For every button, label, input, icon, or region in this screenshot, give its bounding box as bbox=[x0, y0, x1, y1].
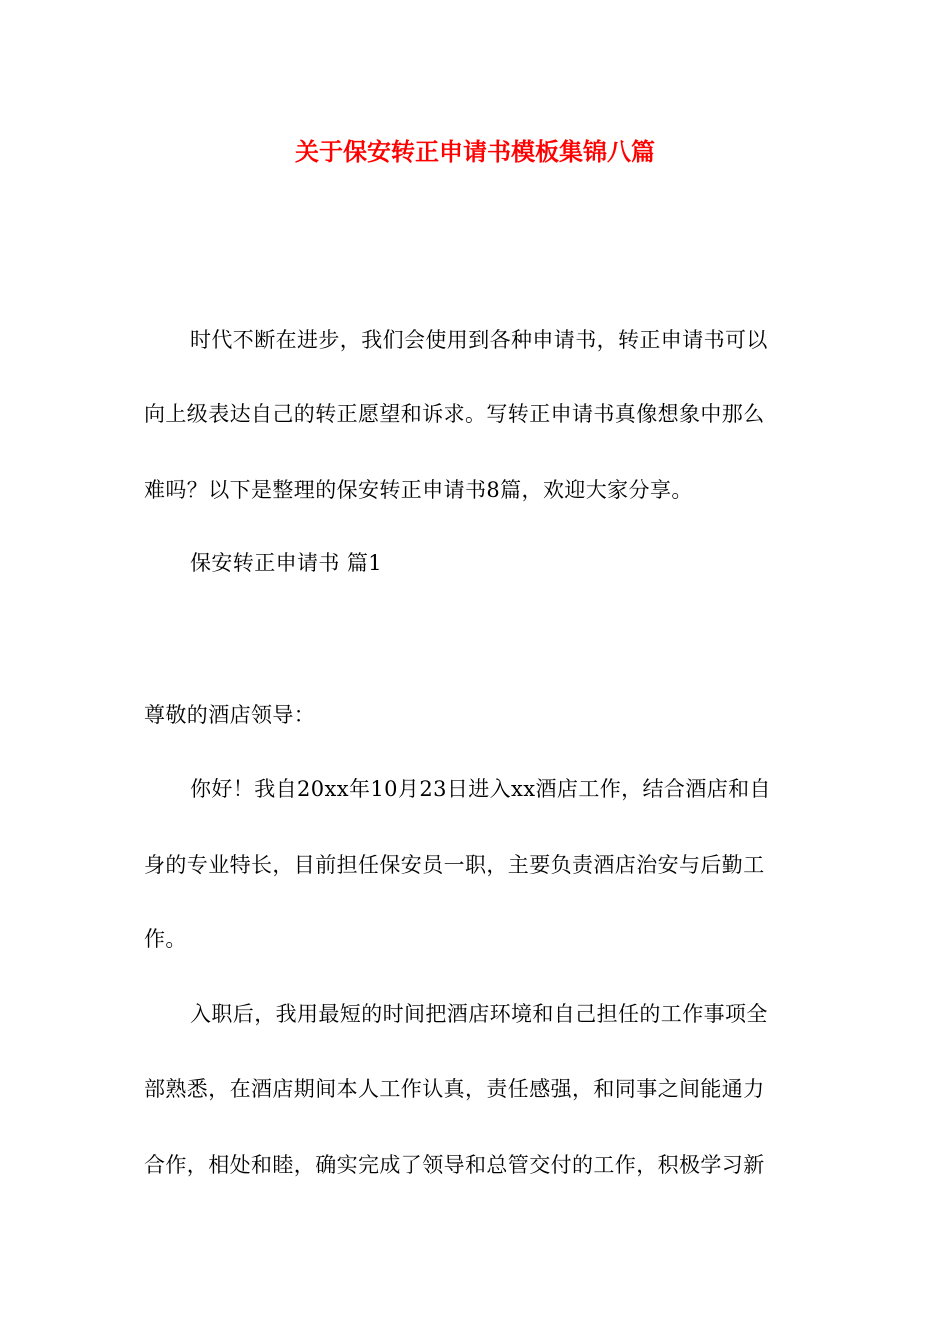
intro-line-3: 难吗？以下是整理的保安转正申请书8篇，欢迎大家分享。 bbox=[144, 478, 693, 502]
paragraph-1-line-1: 你好！我自20xx年10月23日进入xx酒店工作，结合酒店和自 bbox=[190, 777, 771, 801]
intro-line-1: 时代不断在进步，我们会使用到各种申请书，转正申请书可以 bbox=[190, 328, 768, 352]
paragraph-2-line-3: 合作，相处和睦，确实完成了领导和总管交付的工作，积极学习新 bbox=[144, 1153, 765, 1177]
paragraph-1-line-2: 身的专业特长，目前担任保安员一职，主要负责酒店治安与后勤工 bbox=[144, 853, 765, 877]
section-heading: 保安转正申请书 篇1 bbox=[190, 551, 383, 575]
document-title: 关于保安转正申请书模板集锦八篇 bbox=[295, 138, 655, 166]
paragraph-2-line-1: 入职后，我用最短的时间把酒店环境和自己担任的工作事项全 bbox=[190, 1002, 768, 1026]
paragraph-1-line-3: 作。 bbox=[144, 927, 187, 951]
intro-line-2: 向上级表达自己的转正愿望和诉求。写转正申请书真像想象中那么 bbox=[144, 402, 765, 426]
paragraph-2-line-2: 部熟悉，在酒店期间本人工作认真，责任感强，和同事之间能通力 bbox=[144, 1077, 765, 1101]
salutation: 尊敬的酒店领导： bbox=[144, 703, 316, 727]
